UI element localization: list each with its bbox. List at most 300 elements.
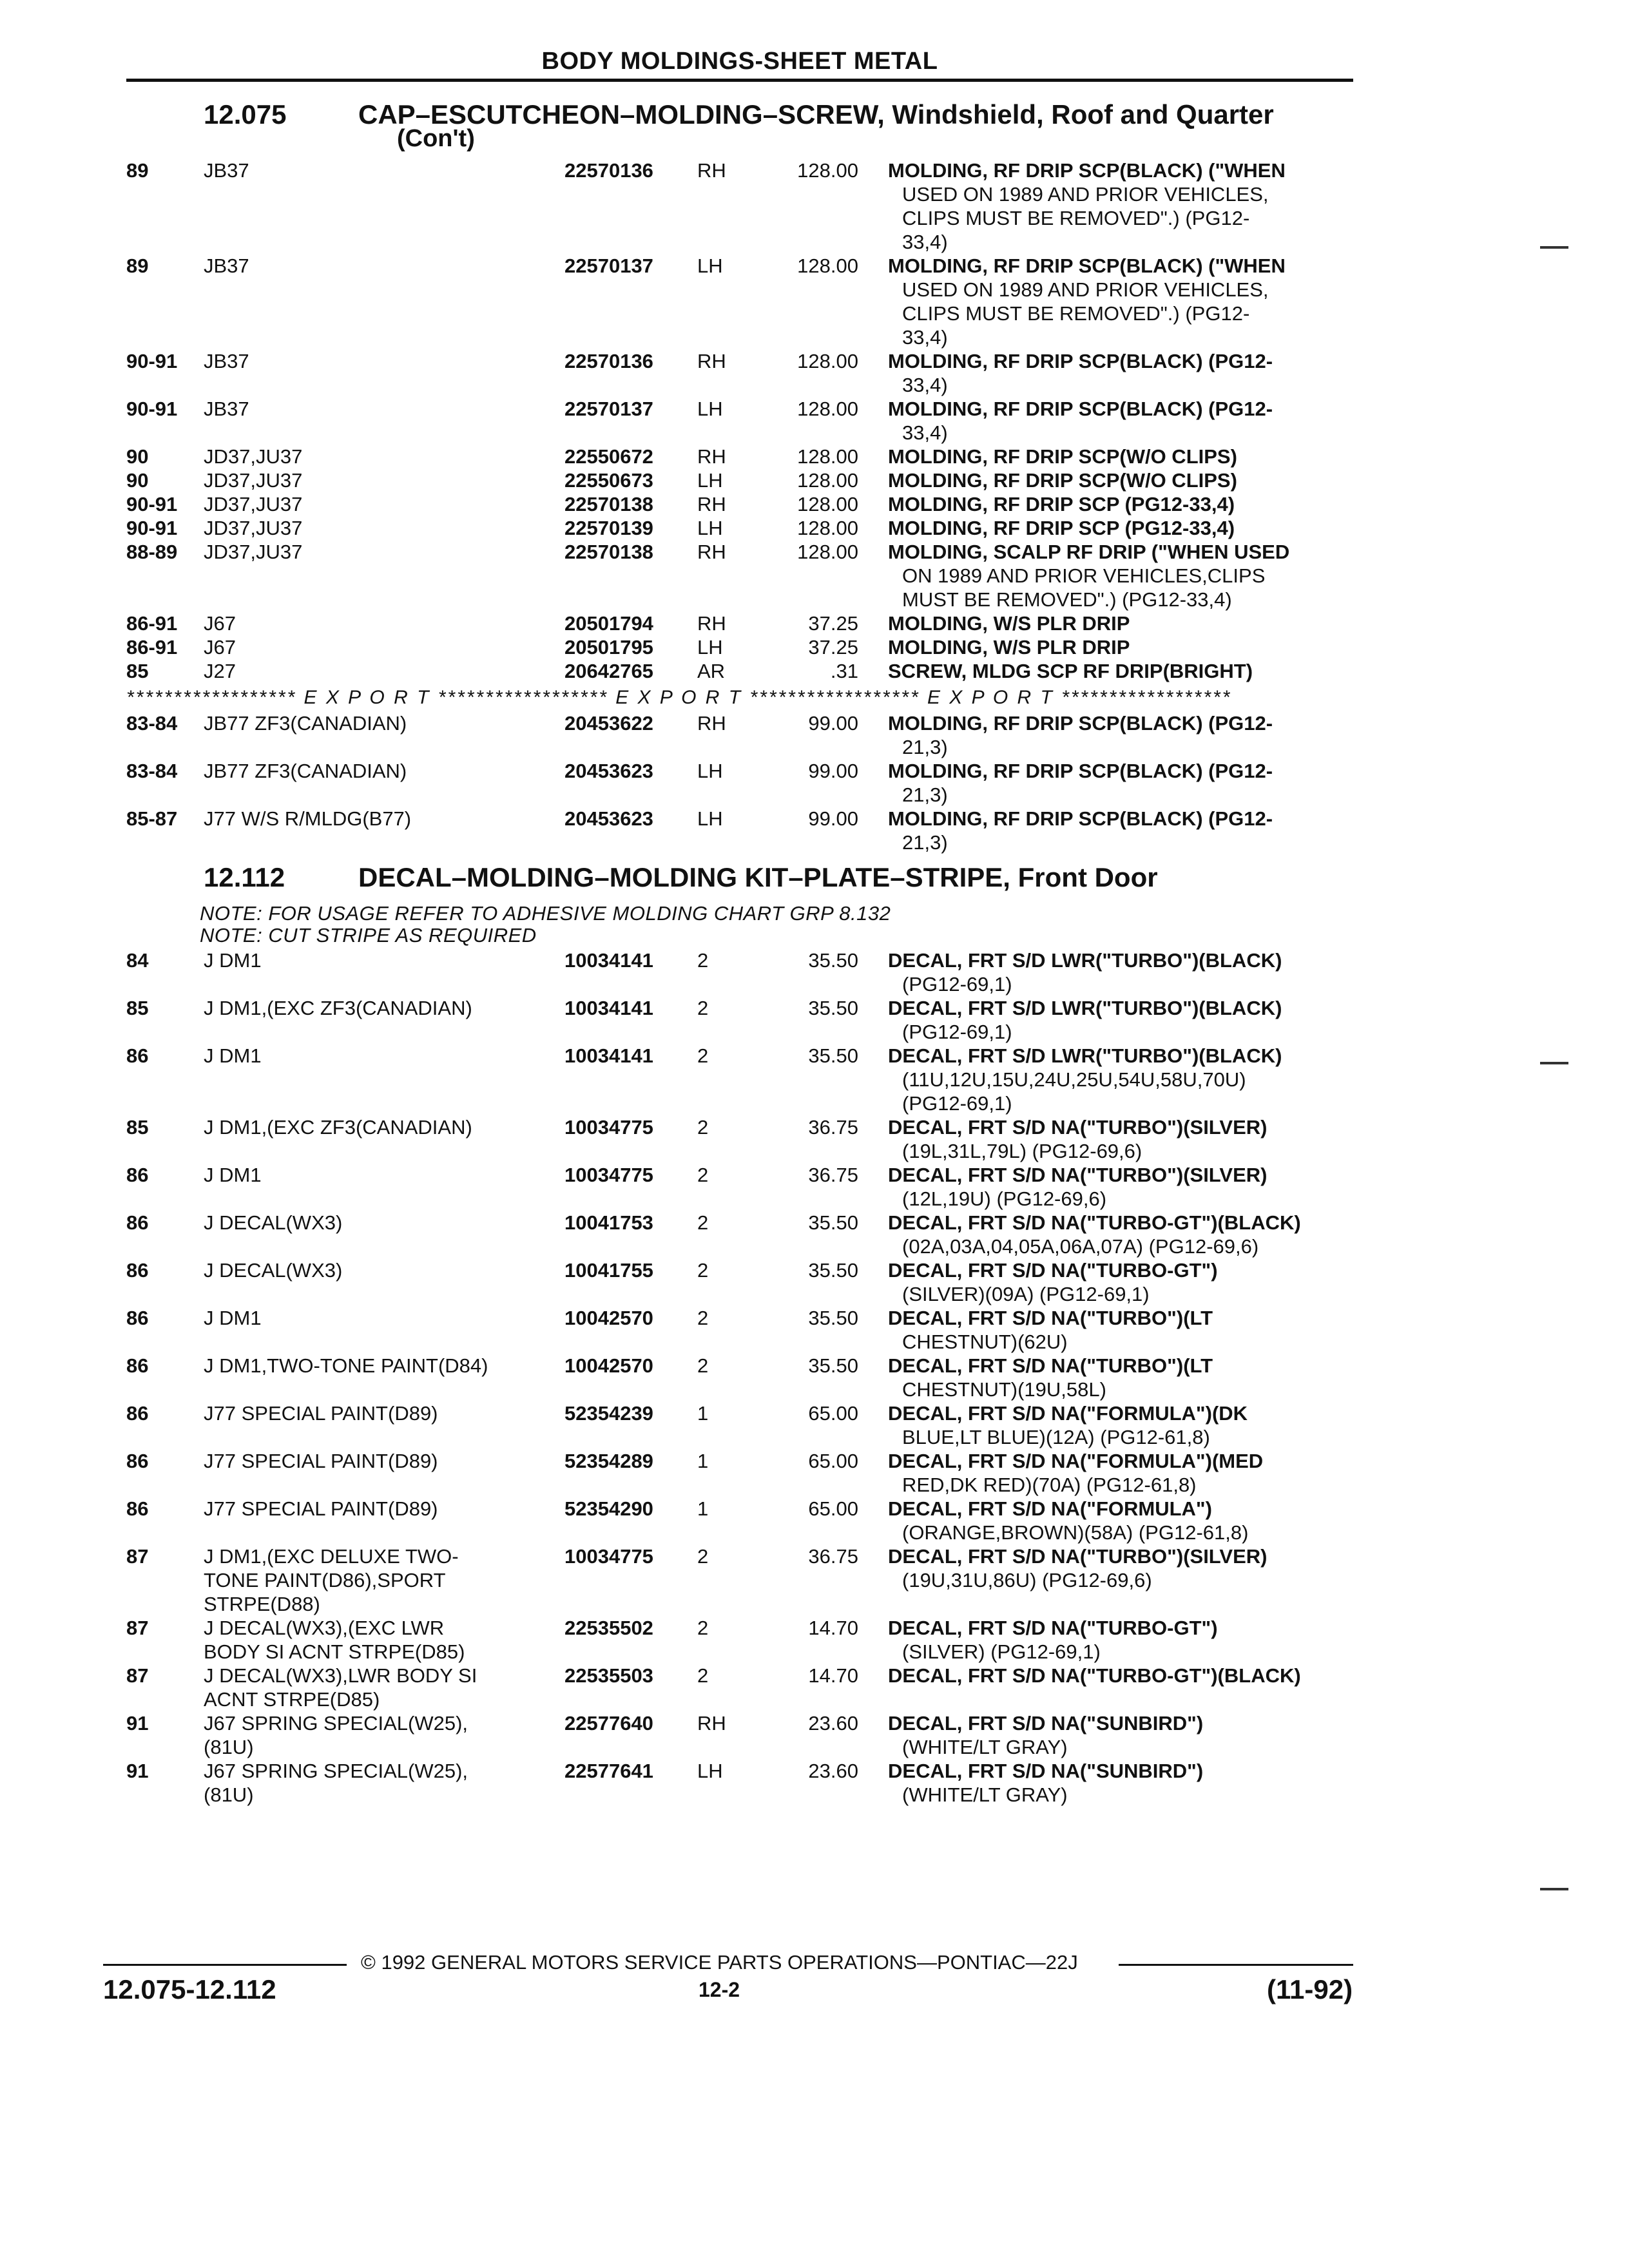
qty-value: RH: [697, 159, 726, 182]
qty-cell: [697, 254, 723, 278]
part-number: 22535502: [564, 1617, 653, 1639]
qty-cell: [697, 1497, 708, 1521]
year-cell: [126, 540, 177, 564]
part-number-cell: [564, 254, 653, 278]
usage-note: NOTE: FOR USAGE REFER TO ADHESIVE MOLDING CHART GRP 8.132: [200, 902, 891, 925]
year-cell: [126, 996, 148, 1020]
export-label: ****************** E X P O R T: [438, 687, 750, 708]
qty-value: LH: [697, 807, 723, 830]
price-cell: [794, 1211, 858, 1235]
model-line: J DM1: [204, 1044, 262, 1067]
price-cell: [794, 996, 858, 1020]
price-value: 99.00: [808, 760, 858, 782]
qty-value: 2: [697, 1211, 709, 1234]
part-number-cell: [564, 1664, 653, 1687]
part-number-cell: [564, 468, 653, 492]
qty-value: 2: [697, 1617, 709, 1639]
year-cell: [126, 1497, 148, 1521]
year-cell: [126, 468, 148, 492]
qty-cell: [697, 1354, 708, 1378]
description-cell: [888, 1306, 1213, 1354]
part-number-cell: [564, 611, 653, 635]
price-cell: [794, 1497, 858, 1521]
year-value: 89: [126, 255, 149, 277]
price-value: 65.00: [808, 1450, 858, 1472]
model-line: J77 SPECIAL PAINT(D89): [204, 1497, 438, 1520]
footer-rule-right: [1119, 1964, 1353, 1966]
qty-value: 2: [697, 1664, 709, 1687]
qty-value: LH: [697, 398, 723, 420]
description-title: MOLDING, RF DRIP SCP(BLACK) (PG12-: [888, 712, 1273, 735]
description-line: (WHITE/LT GRAY): [902, 1783, 1068, 1806]
qty-cell: [697, 1306, 708, 1330]
description-cell: [888, 635, 1130, 659]
model-cell: [204, 711, 407, 735]
part-number-cell: [564, 1449, 653, 1473]
description-title: MOLDING, RF DRIP SCP(W/O CLIPS): [888, 445, 1237, 468]
export-stars: ******************: [1061, 687, 1232, 708]
model-line: J DM1: [204, 1164, 262, 1186]
margin-mark: [1540, 246, 1568, 249]
model-cell: [204, 492, 302, 516]
description-title: DECAL, FRT S/D NA("TURBO")(SILVER): [888, 1545, 1268, 1568]
part-number: 22570138: [564, 493, 653, 515]
description-title: DECAL, FRT S/D NA("FORMULA")(DK: [888, 1402, 1248, 1425]
description-title: MOLDING, RF DRIP SCP(BLACK) (PG12-: [888, 398, 1273, 420]
year-cell: [126, 1354, 148, 1378]
part-number: 52354290: [564, 1497, 653, 1520]
qty-cell: [697, 1759, 723, 1783]
description-line: USED ON 1989 AND PRIOR VEHICLES,: [902, 183, 1269, 206]
description-line: (19L,31L,79L) (PG12-69,6): [902, 1140, 1142, 1162]
description-cell: [888, 540, 1289, 611]
price-cell: [794, 1306, 858, 1330]
model-line: JB37: [204, 255, 249, 277]
model-line: J DM1,(EXC ZF3(CANADIAN): [204, 1116, 472, 1139]
price-cell: [794, 445, 858, 468]
part-number-cell: [564, 948, 653, 972]
model-line: J DECAL(WX3),LWR BODY SI: [204, 1664, 477, 1687]
description-cell: [888, 159, 1286, 254]
qty-value: 2: [697, 1116, 709, 1139]
price-cell: [794, 540, 858, 564]
price-cell: [794, 1044, 858, 1068]
year-cell: [126, 254, 148, 278]
model-cell: [204, 540, 302, 564]
description-cell: [888, 254, 1286, 349]
model-cell: [204, 1616, 465, 1664]
price-value: 36.75: [808, 1116, 858, 1139]
description-cell: [888, 1664, 1301, 1687]
description-cell: [888, 1401, 1248, 1449]
qty-value: RH: [697, 350, 726, 372]
part-number-cell: [564, 516, 653, 540]
part-number: 22570139: [564, 517, 653, 539]
price-cell: [794, 397, 858, 421]
model-cell: [204, 1544, 459, 1616]
date-code: (11-92): [1267, 1974, 1353, 2004]
qty-value: RH: [697, 541, 726, 563]
model-cell: [204, 759, 407, 783]
qty-value: RH: [697, 612, 726, 635]
qty-value: RH: [697, 493, 726, 515]
year-cell: [126, 1163, 148, 1187]
qty-cell: [697, 759, 723, 783]
price-value: 99.00: [808, 807, 858, 830]
part-number-cell: [564, 807, 653, 831]
price-value: 65.00: [808, 1497, 858, 1520]
model-line: J77 SPECIAL PAINT(D89): [204, 1450, 438, 1472]
price-cell: [794, 635, 858, 659]
price-value: 128.00: [797, 469, 858, 492]
description-title: MOLDING, RF DRIP SCP (PG12-33,4): [888, 517, 1235, 539]
year-cell: [126, 492, 177, 516]
part-number: 10034141: [564, 949, 653, 972]
model-line: JD37,JU37: [204, 541, 303, 563]
description-title: MOLDING, RF DRIP SCP(BLACK) ("WHEN: [888, 159, 1286, 182]
year-value: 91: [126, 1760, 149, 1782]
part-number-cell: [564, 1354, 653, 1378]
qty-cell: [697, 1401, 708, 1425]
qty-cell: [697, 1544, 708, 1568]
qty-cell: [697, 1211, 708, 1235]
price-cell: [794, 711, 858, 735]
part-number: 10034141: [564, 1044, 653, 1067]
model-cell: [204, 807, 411, 831]
model-line: J DM1,(EXC DELUXE TWO-: [204, 1545, 459, 1568]
price-cell: [794, 1759, 858, 1783]
qty-cell: [697, 1664, 708, 1687]
price-cell: [794, 759, 858, 783]
qty-cell: [697, 1258, 708, 1282]
qty-cell: [697, 711, 726, 735]
year-value: 90-91: [126, 398, 178, 420]
qty-value: 2: [697, 1545, 709, 1568]
export-banner: [126, 687, 1353, 709]
page-number: 12-2: [699, 1978, 740, 2001]
section-title: CAP–ESCUTCHEON–MOLDING–SCREW, Windshield, Roof and Quarter: [358, 99, 1274, 130]
qty-cell: [697, 635, 723, 659]
price-value: 128.00: [797, 541, 858, 563]
model-cell: [204, 1211, 342, 1235]
price-value: 35.50: [808, 1259, 858, 1282]
model-line: ACNT STRPE(D85): [204, 1688, 380, 1711]
part-number-cell: [564, 635, 653, 659]
part-number-cell: [564, 1115, 653, 1139]
model-line: J DM1,(EXC ZF3(CANADIAN): [204, 997, 472, 1019]
model-line: J DM1: [204, 1307, 262, 1329]
section-range: 12.075-12.112: [103, 1974, 276, 2004]
price-value: 65.00: [808, 1402, 858, 1425]
year-value: 86-91: [126, 636, 178, 658]
price-value: 128.00: [797, 398, 858, 420]
part-number: 10034775: [564, 1116, 653, 1139]
model-line: J77 W/S R/MLDG(B77): [204, 807, 412, 830]
price-value: 35.50: [808, 997, 858, 1019]
year-value: 86: [126, 1450, 149, 1472]
year-cell: [126, 1664, 148, 1687]
description-cell: [888, 807, 1273, 854]
price-value: 128.00: [797, 445, 858, 468]
price-value: .31: [830, 660, 858, 682]
description-line: ON 1989 AND PRIOR VEHICLES,CLIPS: [902, 564, 1266, 587]
copyright: © 1992 GENERAL MOTORS SERVICE PARTS OPERATIONS—PONTIAC—22J: [361, 1951, 1078, 1974]
year-value: 86-91: [126, 612, 178, 635]
description-title: DECAL, FRT S/D NA("TURBO-GT")(BLACK): [888, 1664, 1301, 1687]
price-cell: [794, 948, 858, 972]
price-cell: [794, 1115, 858, 1139]
margin-mark: [1540, 1062, 1568, 1064]
year-cell: [126, 1759, 148, 1783]
year-value: 85: [126, 997, 149, 1019]
description-cell: [888, 1115, 1268, 1163]
year-value: 90: [126, 469, 149, 492]
section-subtitle: (Con't): [397, 125, 475, 152]
year-cell: [126, 1449, 148, 1473]
model-cell: [204, 635, 236, 659]
model-line: JB37: [204, 350, 249, 372]
part-number: 22577641: [564, 1760, 653, 1782]
model-cell: [204, 611, 236, 635]
model-cell: [204, 1354, 488, 1378]
part-number: 22550673: [564, 469, 653, 492]
year-value: 87: [126, 1664, 149, 1687]
description-cell: [888, 1354, 1213, 1401]
description-cell: [888, 468, 1237, 492]
description-cell: [888, 711, 1273, 759]
year-cell: [126, 759, 177, 783]
year-value: 91: [126, 1712, 149, 1735]
qty-cell: [697, 445, 726, 468]
description-title: DECAL, FRT S/D NA("TURBO")(SILVER): [888, 1164, 1268, 1186]
qty-cell: [697, 1449, 708, 1473]
model-cell: [204, 516, 302, 540]
year-value: 86: [126, 1307, 149, 1329]
year-cell: [126, 516, 177, 540]
description-cell: [888, 948, 1282, 996]
price-cell: [794, 1616, 858, 1640]
model-cell: [204, 1306, 262, 1330]
year-value: 90-91: [126, 493, 178, 515]
part-number-cell: [564, 1711, 653, 1735]
qty-value: 1: [697, 1450, 709, 1472]
qty-value: RH: [697, 712, 726, 735]
price-value: 35.50: [808, 1044, 858, 1067]
part-number-cell: [564, 1258, 653, 1282]
description-line: 21,3): [902, 736, 948, 758]
price-cell: [794, 516, 858, 540]
year-cell: [126, 807, 177, 831]
year-cell: [126, 1401, 148, 1425]
part-number-cell: [564, 1306, 653, 1330]
year-value: 88-89: [126, 541, 178, 563]
description-line: CLIPS MUST BE REMOVED".) (PG12-: [902, 302, 1250, 325]
model-cell: [204, 659, 236, 683]
model-cell: [204, 159, 249, 182]
model-line: J DECAL(WX3): [204, 1211, 343, 1234]
price-value: 35.50: [808, 1211, 858, 1234]
year-cell: [126, 948, 148, 972]
margin-mark: [1540, 1888, 1568, 1890]
part-number: 52354289: [564, 1450, 653, 1472]
part-number: 22570136: [564, 350, 653, 372]
model-line: J DM1,TWO-TONE PAINT(D84): [204, 1354, 488, 1377]
part-number: 10042570: [564, 1307, 653, 1329]
description-line: (PG12-69,1): [902, 973, 1012, 995]
footer-rule-left: [103, 1964, 347, 1966]
price-cell: [794, 659, 858, 683]
price-value: 128.00: [797, 493, 858, 515]
part-number-cell: [564, 1544, 653, 1568]
model-cell: [204, 948, 262, 972]
year-value: 83-84: [126, 760, 178, 782]
model-line: JD37,JU37: [204, 517, 303, 539]
year-value: 86: [126, 1497, 149, 1520]
description-title: MOLDING, RF DRIP SCP(BLACK) (PG12-: [888, 807, 1273, 830]
description-cell: [888, 397, 1273, 445]
year-cell: [126, 635, 177, 659]
qty-cell: [697, 659, 725, 683]
year-cell: [126, 1258, 148, 1282]
description-line: (WHITE/LT GRAY): [902, 1736, 1068, 1758]
part-number: 10034141: [564, 997, 653, 1019]
part-number-cell: [564, 540, 653, 564]
running-title: BODY MOLDINGS-SHEET METAL: [541, 48, 938, 75]
model-line: TONE PAINT(D86),SPORT: [204, 1569, 446, 1591]
part-number: 22570137: [564, 398, 653, 420]
qty-value: LH: [697, 1760, 723, 1782]
year-cell: [126, 659, 148, 683]
part-number: 22535503: [564, 1664, 653, 1687]
qty-value: 2: [697, 1164, 709, 1186]
part-number-cell: [564, 1616, 653, 1640]
model-line: J27: [204, 660, 236, 682]
year-cell: [126, 711, 177, 735]
price-cell: [794, 611, 858, 635]
qty-cell: [697, 1163, 708, 1187]
year-value: 89: [126, 159, 149, 182]
description-cell: [888, 611, 1130, 635]
part-number: 10034775: [564, 1545, 653, 1568]
model-line: JB37: [204, 398, 249, 420]
description-title: MOLDING, RF DRIP SCP(BLACK) (PG12-: [888, 760, 1273, 782]
part-number-cell: [564, 1759, 653, 1783]
description-cell: [888, 1497, 1248, 1544]
price-value: 37.25: [808, 612, 858, 635]
cut-note: NOTE: CUT STRIPE AS REQUIRED: [200, 924, 537, 947]
price-value: 36.75: [808, 1164, 858, 1186]
section-title: DECAL–MOLDING–MOLDING KIT–PLATE–STRIPE, Front Door: [358, 862, 1158, 892]
part-number-cell: [564, 711, 653, 735]
model-cell: [204, 1258, 342, 1282]
description-cell: [888, 1449, 1263, 1497]
description-title: MOLDING, RF DRIP SCP(BLACK) (PG12-: [888, 350, 1273, 372]
model-cell: [204, 254, 249, 278]
part-number-cell: [564, 445, 653, 468]
qty-cell: [697, 948, 708, 972]
price-value: 36.75: [808, 1545, 858, 1568]
year-value: 86: [126, 1044, 149, 1067]
qty-cell: [697, 996, 708, 1020]
model-line: JB37: [204, 159, 249, 182]
year-value: 85-87: [126, 807, 178, 830]
description-cell: [888, 516, 1235, 540]
year-value: 87: [126, 1617, 149, 1639]
description-cell: [888, 1044, 1282, 1115]
year-cell: [126, 159, 148, 182]
description-line: (PG12-69,1): [902, 1092, 1012, 1115]
part-number-cell: [564, 397, 653, 421]
price-cell: [794, 349, 858, 373]
year-value: 85: [126, 1116, 149, 1139]
price-cell: [794, 807, 858, 831]
part-number: 52354239: [564, 1402, 653, 1425]
description-title: MOLDING, W/S PLR DRIP: [888, 636, 1130, 658]
description-line: 33,4): [902, 374, 948, 396]
price-value: 23.60: [808, 1712, 858, 1735]
year-cell: [126, 1115, 148, 1139]
description-title: DECAL, FRT S/D LWR("TURBO")(BLACK): [888, 1044, 1282, 1067]
qty-value: LH: [697, 517, 723, 539]
price-cell: [794, 1664, 858, 1687]
part-number-cell: [564, 1044, 653, 1068]
part-number: 20453623: [564, 807, 653, 830]
model-cell: [204, 1449, 438, 1473]
model-line: STRPE(D88): [204, 1593, 320, 1615]
description-line: (ORANGE,BROWN)(58A) (PG12-61,8): [902, 1521, 1249, 1544]
qty-value: AR: [697, 660, 726, 682]
description-cell: [888, 1544, 1268, 1592]
description-cell: [888, 1616, 1218, 1664]
part-number: 20501794: [564, 612, 653, 635]
price-value: 35.50: [808, 949, 858, 972]
model-cell: [204, 1044, 262, 1068]
qty-value: RH: [697, 1712, 726, 1735]
description-line: MUST BE REMOVED".) (PG12-33,4): [902, 588, 1232, 611]
qty-cell: [697, 159, 726, 182]
part-number-cell: [564, 159, 653, 182]
qty-value: LH: [697, 760, 723, 782]
price-value: 37.25: [808, 636, 858, 658]
year-value: 87: [126, 1545, 149, 1568]
price-cell: [794, 1711, 858, 1735]
part-number-cell: [564, 659, 653, 683]
description-line: CHESTNUT)(19U,58L): [902, 1378, 1106, 1401]
price-cell: [794, 492, 858, 516]
description-line: (SILVER) (PG12-69,1): [902, 1640, 1101, 1663]
qty-value: LH: [697, 469, 723, 492]
description-line: (SILVER)(09A) (PG12-69,1): [902, 1283, 1150, 1305]
description-line: (19U,31U,86U) (PG12-69,6): [902, 1569, 1152, 1591]
part-number-cell: [564, 349, 653, 373]
part-number: 22570138: [564, 541, 653, 563]
year-value: 83-84: [126, 712, 178, 735]
qty-cell: [697, 468, 723, 492]
description-title: DECAL, FRT S/D NA("TURBO")(LT: [888, 1354, 1213, 1377]
part-number-cell: [564, 996, 653, 1020]
model-cell: [204, 445, 302, 468]
description-title: DECAL, FRT S/D NA("TURBO-GT"): [888, 1617, 1218, 1639]
part-number-cell: [564, 1497, 653, 1521]
qty-value: 2: [697, 997, 709, 1019]
description-title: DECAL, FRT S/D NA("TURBO")(SILVER): [888, 1116, 1268, 1139]
year-value: 85: [126, 660, 149, 682]
year-value: 90-91: [126, 350, 178, 372]
qty-cell: [697, 611, 726, 635]
model-cell: [204, 468, 302, 492]
qty-cell: [697, 397, 723, 421]
description-title: DECAL, FRT S/D NA("FORMULA"): [888, 1497, 1212, 1520]
